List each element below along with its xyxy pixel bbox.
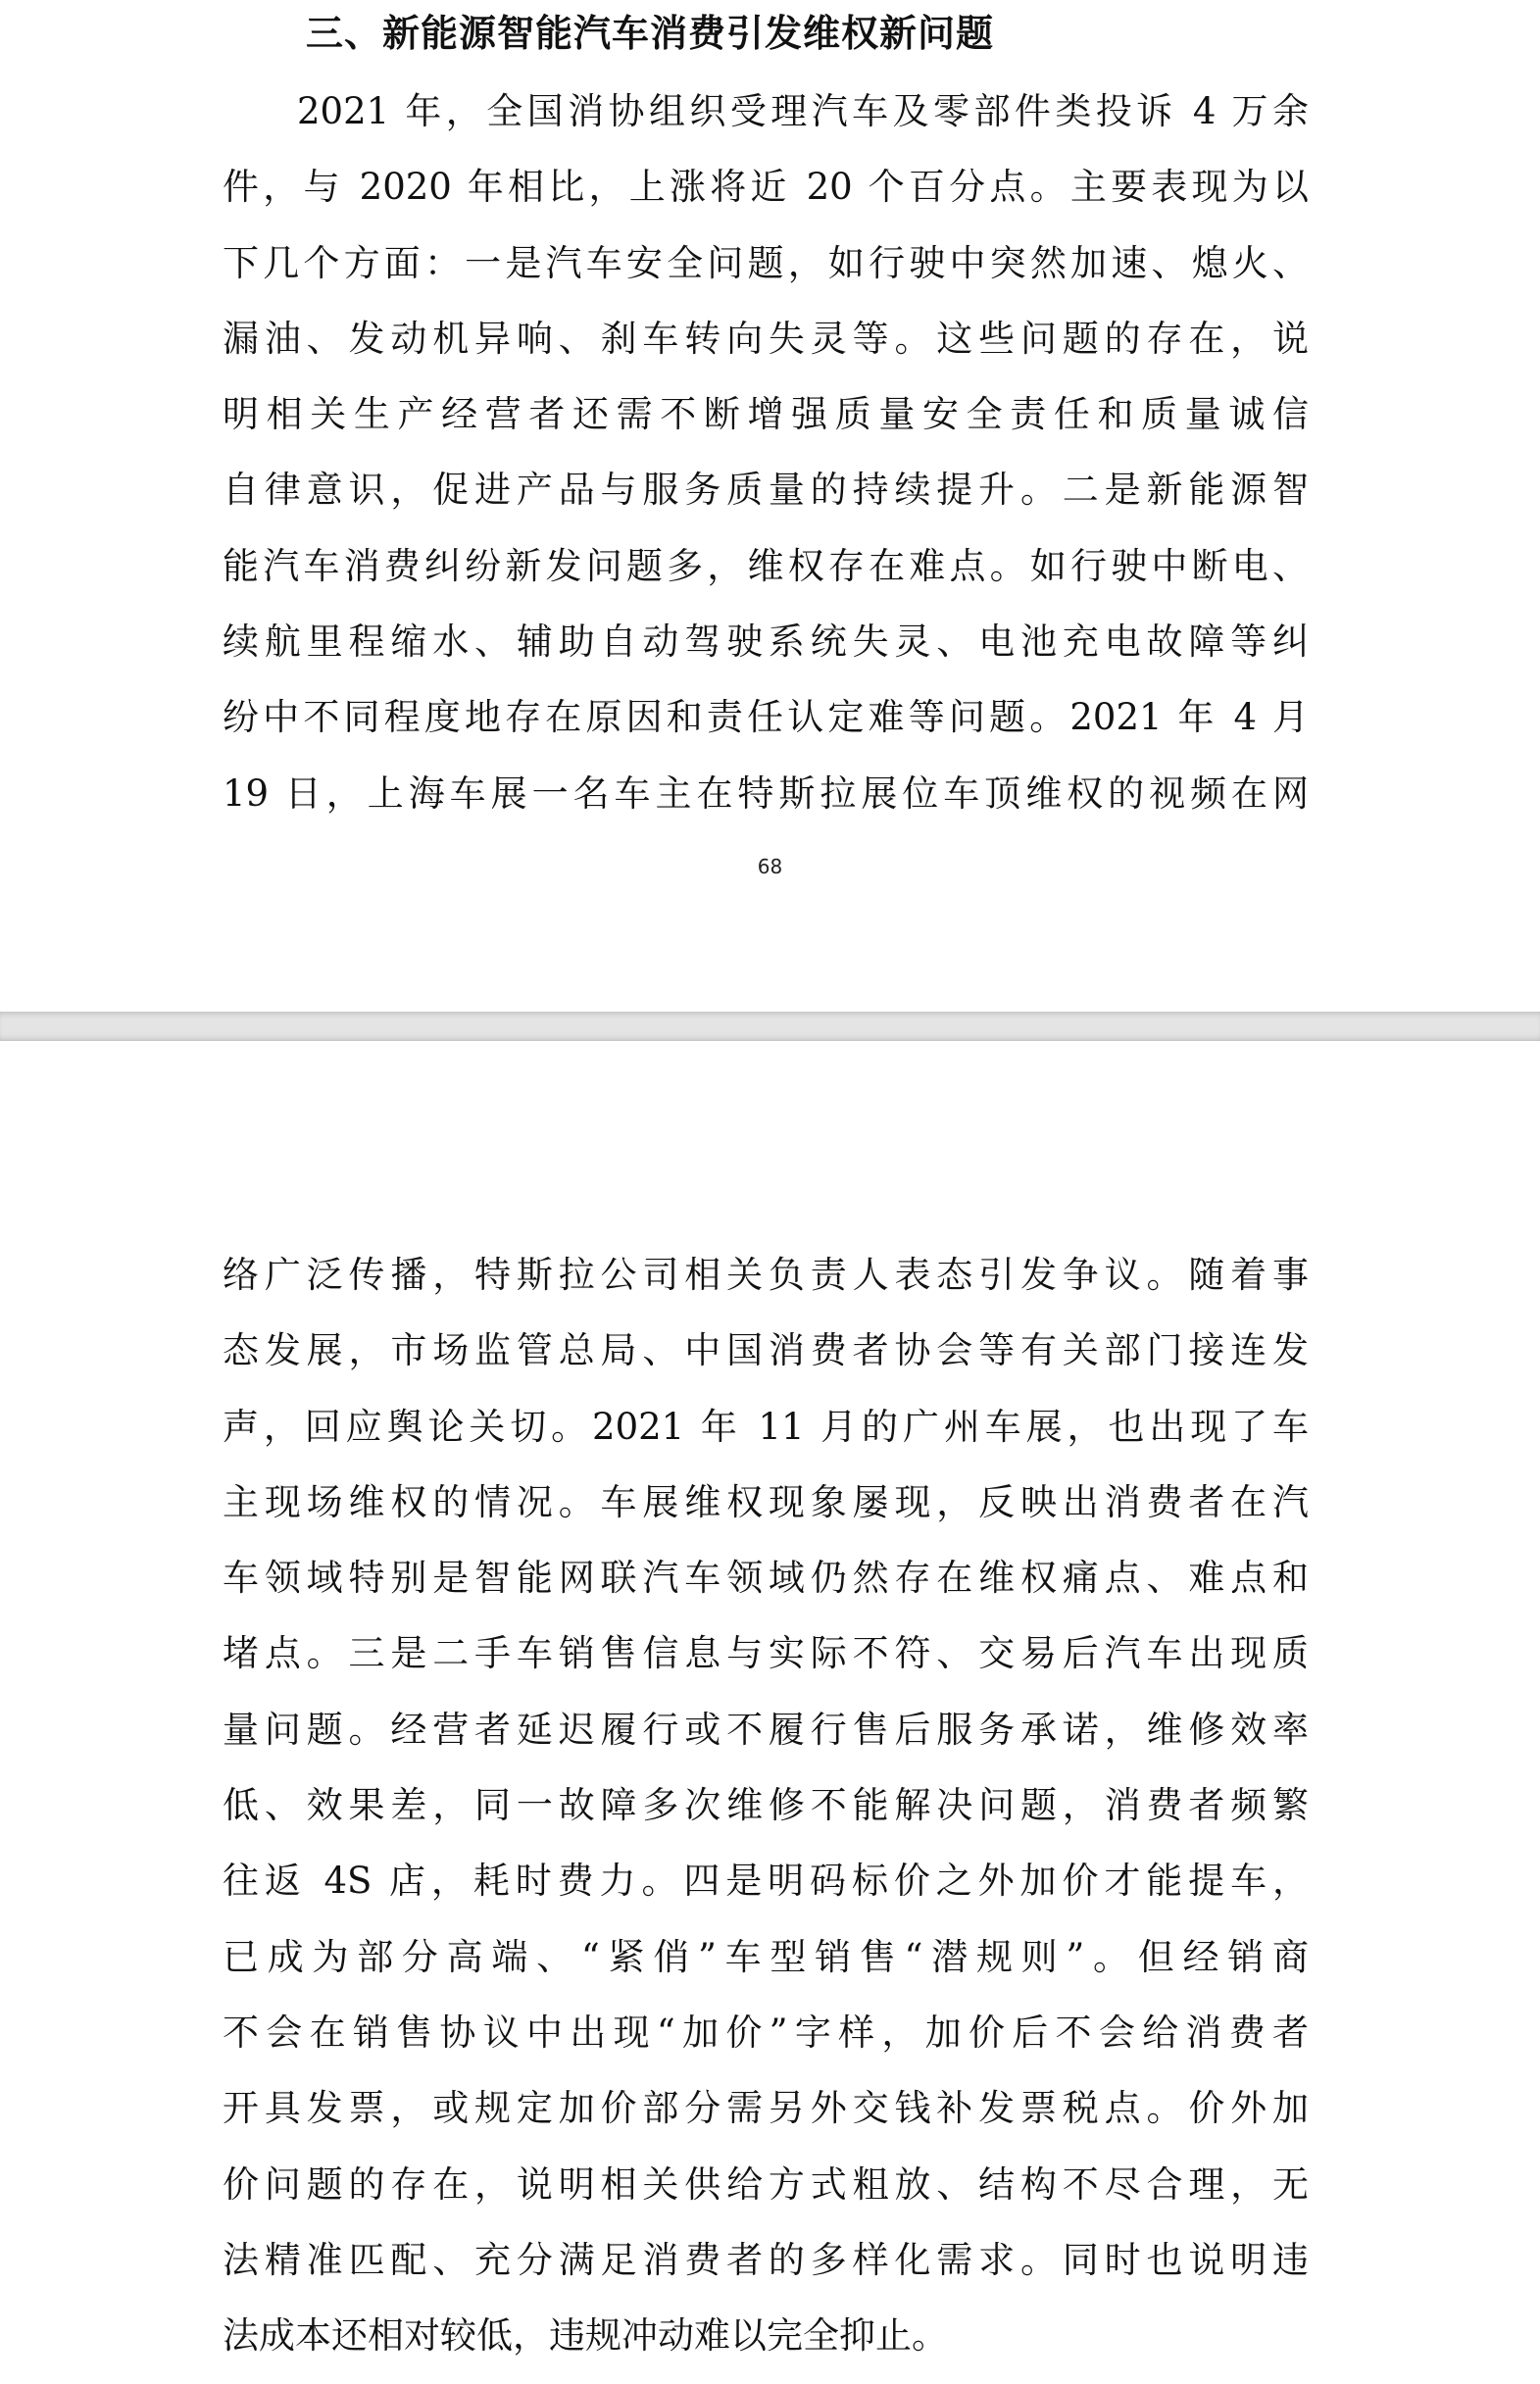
text-line: 自律意识，促进产品与服务质量的持续提升。二是新能源智 — [223, 469, 1309, 512]
document-page-68 — [0, 0, 1540, 1012]
page-separator — [0, 1012, 1540, 1041]
page-number: 68 — [757, 855, 783, 878]
text-line: 法成本还相对较低，违规冲动难以完全抑止。 — [223, 2314, 948, 2358]
text-line: 续航里程缩水、辅助自动驾驶系统失灵、电池充电故障等纠 — [223, 621, 1309, 664]
text-line: 能汽车消费纠纷新发问题多，维权存在难点。如行驶中断电、 — [223, 544, 1309, 587]
text-line: 主现场维权的情况。车展维权现象屡现，反映出消费者在汽 — [223, 1480, 1309, 1523]
text-line: 络广泛传播，特斯拉公司相关负责人表态引发争议。随着事 — [223, 1254, 1309, 1296]
page-1-paragraph — [223, 74, 1309, 831]
text-line: 态发展，市场监管总局、中国消费者协会等有关部门接连发 — [223, 1329, 1309, 1372]
text-line: 已成为部分高端、“紧俏”车型销售“潜规则”。但经销商 — [223, 1935, 1309, 1978]
text-line: 法精准匹配、充分满足消费者的多样化需求。同时也说明违 — [223, 2238, 1309, 2281]
text-line: 开具发票，或规定加价部分需另外交钱补发票税点。价外加 — [223, 2087, 1309, 2130]
section-heading: 三、新能源智能汽车消费引发维权新问题 — [306, 12, 995, 55]
text-line: 件，与 2020 年相比，上涨将近 20 个百分点。主要表现为以 — [223, 166, 1309, 209]
text-line: 纷中不同程度地存在原因和责任认定难等问题。2021 年 4 月 — [223, 696, 1309, 739]
text-line: 低、效果差，同一故障多次维修不能解决问题，消费者频繁 — [223, 1784, 1309, 1827]
text-line: 声，回应舆论关切。2021 年 11 月的广州车展，也出现了车 — [223, 1405, 1309, 1448]
text-line: 车领域特别是智能网联汽车领域仍然存在维权痛点、难点和 — [223, 1557, 1309, 1600]
page-2-paragraph — [223, 1237, 1309, 2373]
text-line: 不会在销售协议中出现“加价”字样，加价后不会给消费者 — [223, 2011, 1309, 2054]
text-line: 明相关生产经营者还需不断增强质量安全责任和质量诚信 — [223, 393, 1309, 436]
text-line: 量问题。经营者延迟履行或不履行售后服务承诺，维修效率 — [223, 1708, 1309, 1751]
text-line: 19 日，上海车展一名车主在特斯拉展位车顶维权的视频在网 — [223, 771, 1309, 815]
text-line: 往返 4S 店，耗时费力。四是明码标价之外加价才能提车， — [223, 1860, 1309, 1903]
text-line: 堵点。三是二手车销售信息与实际不符、交易后汽车出现质 — [223, 1632, 1309, 1675]
text-line: 下几个方面：一是汽车安全问题，如行驶中突然加速、熄火、 — [223, 241, 1309, 284]
text-line: 2021 年，全国消协组织受理汽车及零部件类投诉 4 万余 — [297, 90, 1309, 132]
text-line: 漏油、发动机异响、刹车转向失灵等。这些问题的存在，说 — [223, 317, 1309, 360]
text-line: 价问题的存在，说明相关供给方式粗放、结构不尽合理，无 — [223, 2162, 1309, 2206]
